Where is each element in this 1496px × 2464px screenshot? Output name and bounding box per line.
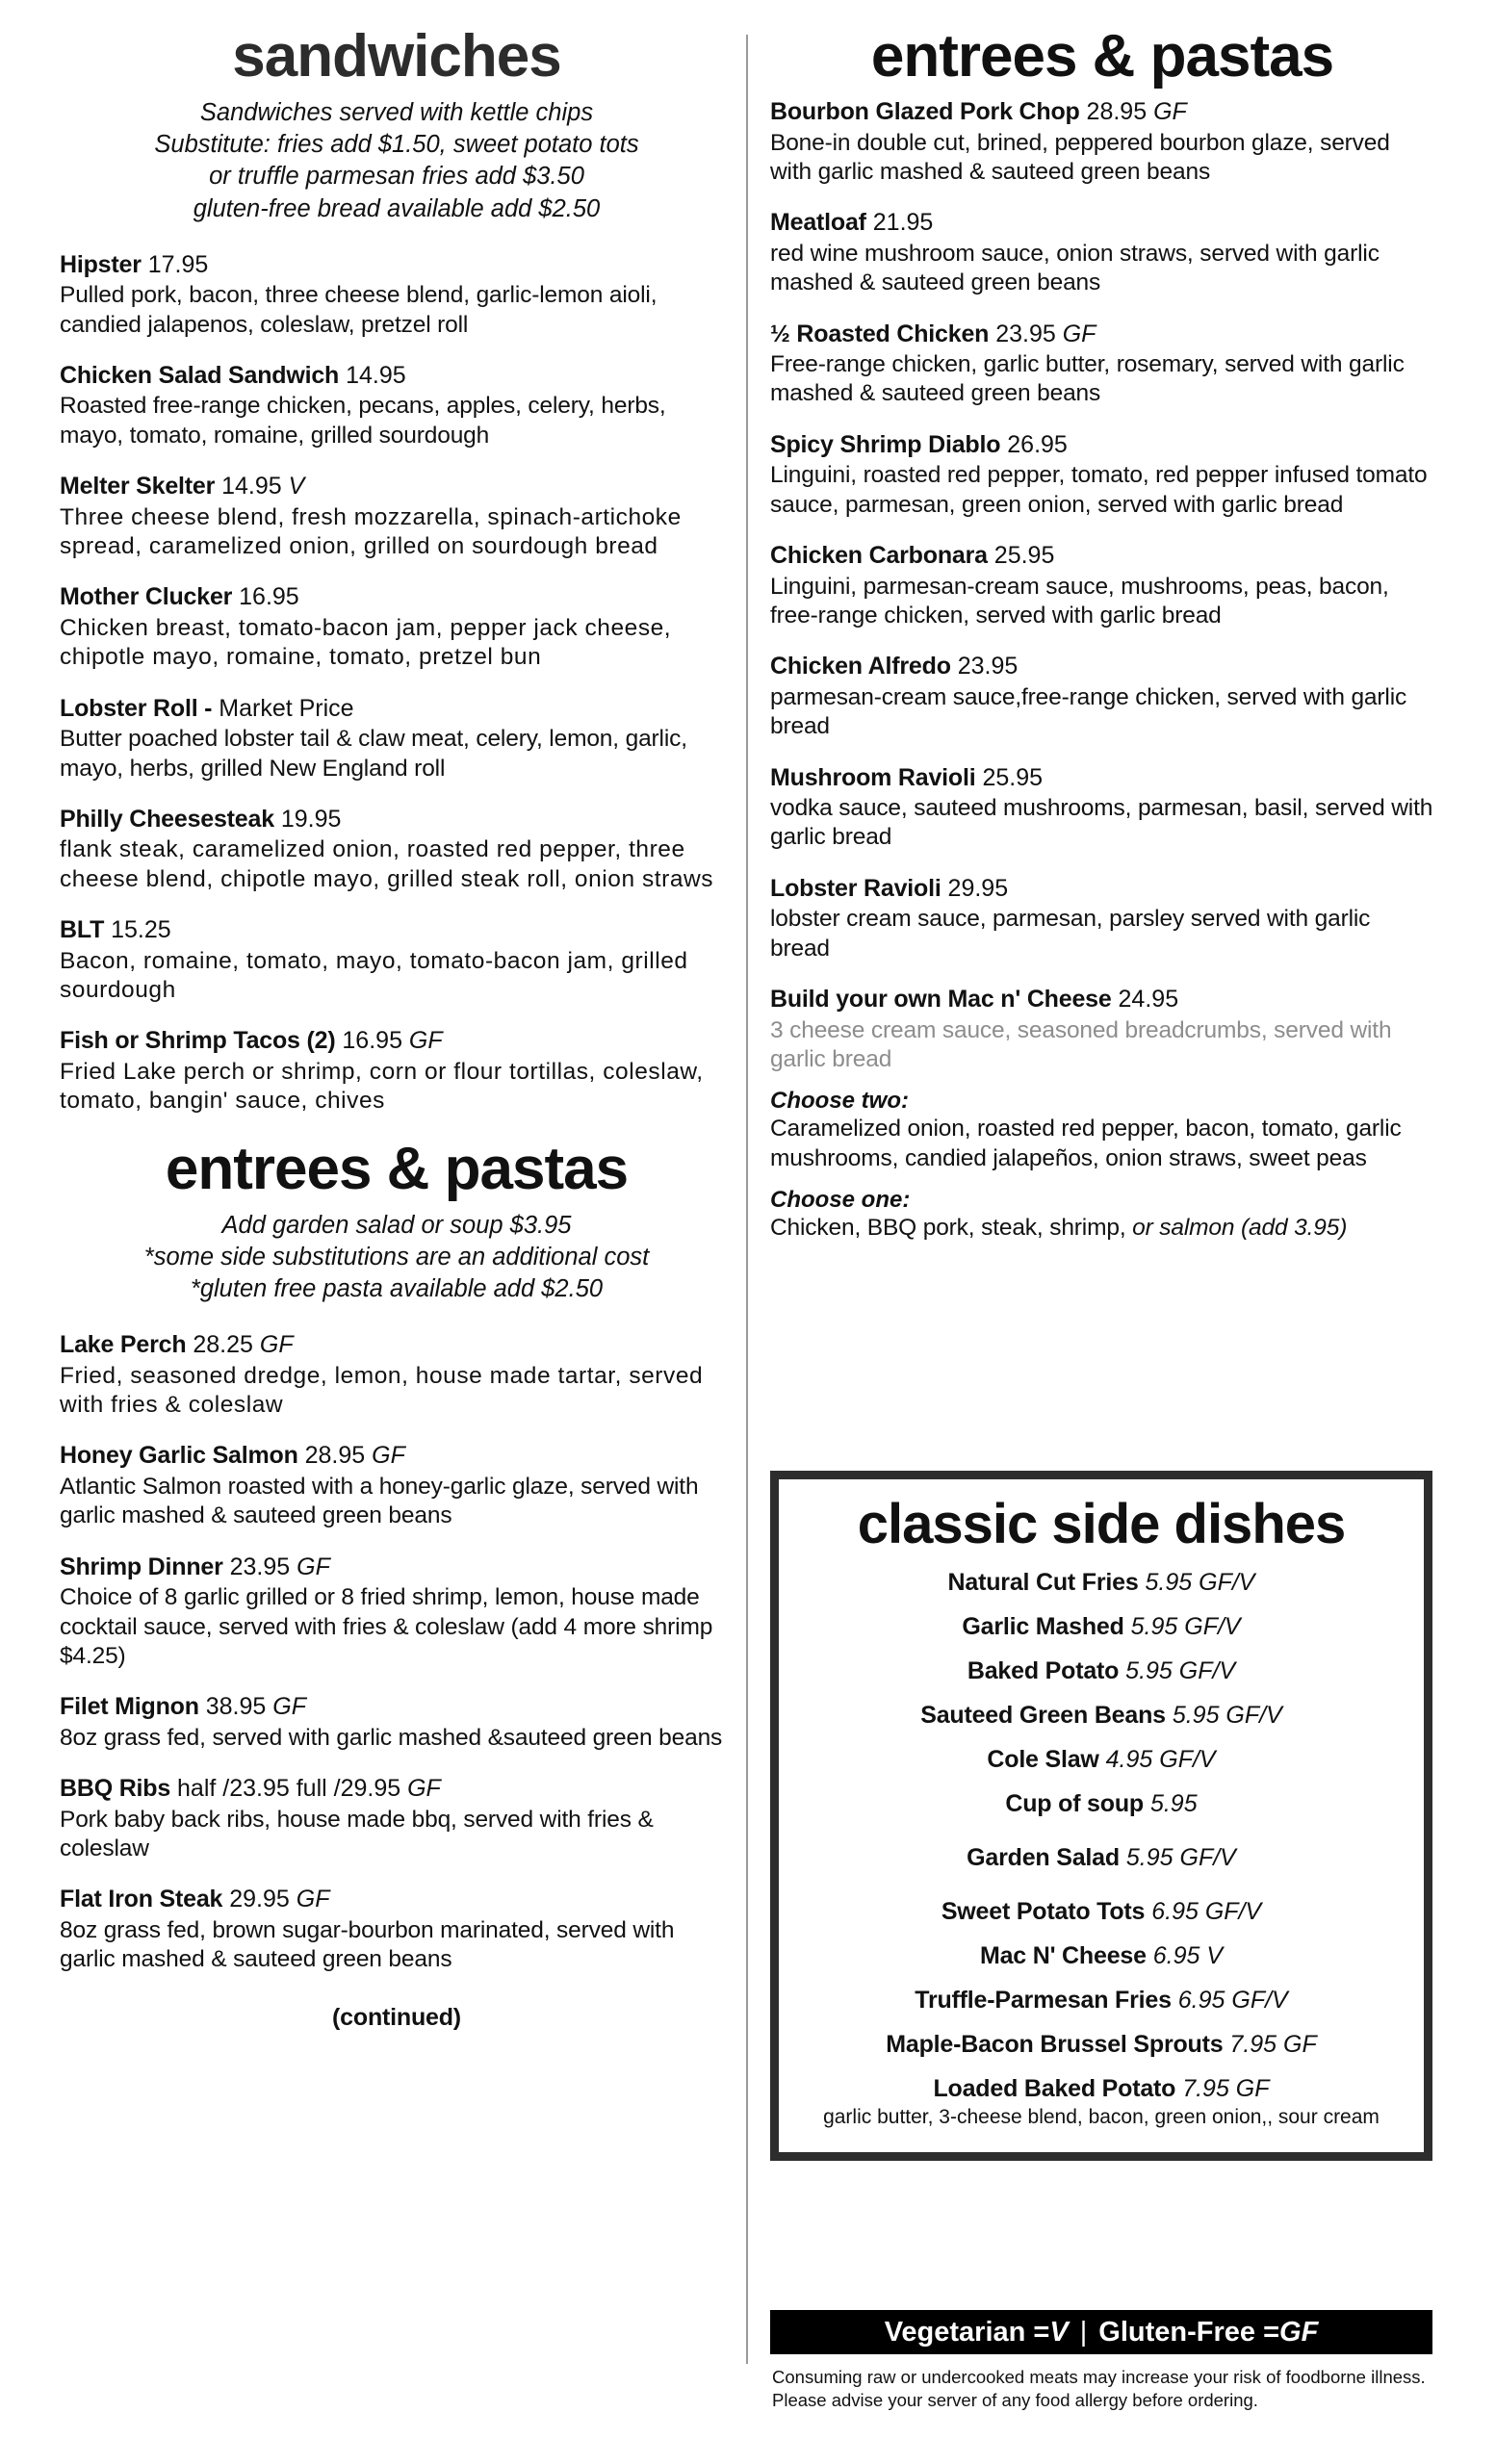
item-diet-tag: V [288, 473, 305, 500]
choose-one-italic: or salmon (add 3.95) [1132, 1215, 1348, 1242]
sandwiches-intro-line: Sandwiches served with kettle chips [199, 99, 594, 127]
item-name: Chicken Carbonara [770, 542, 988, 570]
side-item [788, 1656, 1414, 1685]
menu-item [770, 541, 1434, 630]
item-price: 23.95 [229, 1553, 291, 1580]
item-name: Flat Iron Steak [60, 1886, 223, 1913]
legend-separator: | [1079, 2316, 1088, 2348]
side-name: Baked Potato [967, 1657, 1120, 1684]
item-name: Chicken Salad Sandwich [60, 361, 340, 389]
menu-item-mac-n-cheese [770, 985, 1434, 1074]
item-name: Mother Clucker [60, 583, 233, 611]
item-description: flank steak, caramelized onion, roasted red pepper, three cheese blend, chipotle mayo, grilled steak roll, onion straws [60, 836, 714, 892]
item-price: 38.95 [205, 1693, 267, 1721]
item-price: 17.95 [147, 250, 209, 278]
item-description: Free-range chicken, garlic butter, rosemary, served with garlic mashed & sauteed green beans [770, 351, 1405, 407]
menu-item [60, 361, 734, 450]
item-name: Build your own Mac n' Cheese [770, 986, 1112, 1014]
item-description: lobster cream sauce, parmesan, parsley served with garlic bread [770, 906, 1371, 962]
item-price: 15.25 [111, 916, 171, 944]
side-price: 5.95 GF/V [1125, 1657, 1236, 1684]
side-price: 5.95 GF/V [1172, 1702, 1282, 1729]
sandwiches-intro-line: or truffle parmesan fries add $3.50 [209, 163, 584, 191]
item-description: Bone-in double cut, brined, peppered bourbon glaze, served with garlic mashed & sauteed green beans [770, 129, 1390, 185]
sides-heading: classic side dishes [857, 1493, 1346, 1555]
side-price: 5.95 [1149, 1790, 1198, 1817]
side-item [788, 2030, 1414, 2059]
item-description: Roasted free-range chicken, pecans, apples, celery, herbs, mayo, tomato, romaine, grilled sourdough [60, 393, 666, 449]
menu-item [770, 320, 1434, 409]
menu-item [60, 250, 734, 340]
diet-legend-bar [770, 2310, 1432, 2354]
menu-item [60, 582, 734, 672]
item-name: Lobster Ravioli [770, 874, 941, 902]
item-price: 23.95 [957, 653, 1019, 680]
item-price: 29.95 [947, 874, 1009, 902]
legend-gluten-symbol: GF [1279, 2316, 1319, 2348]
item-price: 21.95 [872, 209, 934, 237]
menu-item [60, 694, 734, 783]
entrees-intro-line: *some side substitutions are an additional cost [143, 1243, 650, 1270]
choose-two-label: Choose two: [770, 1088, 909, 1115]
item-diet-tag: GF [1062, 320, 1096, 347]
side-price: 4.95 GF/V [1105, 1746, 1216, 1773]
item-price: half /23.95 full /29.95 [177, 1775, 401, 1803]
side-item [788, 1843, 1414, 1872]
menu-item [60, 1692, 734, 1753]
item-description: red wine mushroom sauce, onion straws, served with garlic mashed & sauteed green beans [770, 240, 1380, 296]
side-price: 6.95 GF/V [1151, 1898, 1262, 1925]
item-description: Linguini, parmesan-cream sauce, mushrooms, peas, bacon, free-range chicken, served with garlic bread [770, 573, 1389, 629]
sandwiches-intro-line: Substitute: fries add $1.50, sweet potato tots [154, 131, 639, 159]
legend-vegetarian-label: Vegetarian = [884, 2316, 1050, 2348]
item-name: Honey Garlic Salmon [60, 1442, 298, 1470]
item-name: Shrimp Dinner [60, 1553, 223, 1580]
side-name: Garden Salad [967, 1844, 1120, 1871]
side-price: 5.95 GF/V [1145, 1569, 1255, 1596]
side-description: garlic butter, 3-cheese blend, bacon, green onion,, sour cream [823, 2106, 1380, 2128]
item-description: Fried, seasoned dredge, lemon, house made tartar, served with fries & coleslaw [60, 1362, 704, 1419]
item-description: Linguini, roasted red pepper, tomato, red pepper infused tomato sauce, parmesan, green onion, served with garlic bread [770, 462, 1428, 518]
item-price: 19.95 [280, 805, 342, 833]
side-item [788, 1701, 1414, 1730]
item-diet-tag: GF [259, 1331, 294, 1359]
side-price: 5.95 GF/V [1130, 1613, 1241, 1640]
side-name: Truffle-Parmesan Fries [915, 1987, 1172, 2014]
choose-one-label: Choose one: [770, 1187, 911, 1214]
side-name: Natural Cut Fries [947, 1569, 1139, 1596]
item-name: Fish or Shrimp Tacos (2) [60, 1027, 336, 1055]
item-price: 29.95 [229, 1886, 290, 1913]
menu-item [60, 805, 734, 894]
item-description: Bacon, romaine, tomato, mayo, tomato-bacon jam, grilled sourdough [60, 947, 688, 1004]
item-price: 25.95 [993, 542, 1055, 570]
food-safety-disclaimer: Consuming raw or undercooked meats may increase your risk of foodborne illness. Please advise your server of any food allergy before ordering. [772, 2367, 1426, 2411]
item-description: Fried Lake perch or shrimp, corn or flour tortillas, coleslaw, tomato, bangin' sauce, chives [60, 1058, 704, 1115]
side-name: Loaded Baked Potato [933, 2075, 1176, 2102]
item-description: Three cheese blend, fresh mozzarella, spinach-artichoke spread, caramelized onion, grilled on sourdough bread [60, 503, 682, 560]
menu-item [770, 208, 1434, 297]
side-name: Sweet Potato Tots [941, 1898, 1146, 1925]
menu-item [60, 1553, 734, 1672]
sandwiches-heading: sandwiches [232, 23, 561, 90]
item-price: 25.95 [982, 763, 1044, 791]
entrees-intro-line: Add garden salad or soup $3.95 [221, 1211, 572, 1239]
mac-choose-one-block [770, 1187, 1434, 1243]
item-name: Mushroom Ravioli [770, 763, 976, 791]
item-diet-tag: GF [272, 1693, 306, 1721]
menu-item [770, 652, 1434, 741]
side-item [788, 1789, 1414, 1818]
column-divider [746, 35, 748, 2364]
menu-item [60, 472, 734, 561]
item-name: Meatloaf [770, 209, 866, 237]
sandwiches-intro-line: gluten-free bread available add $2.50 [193, 194, 601, 222]
item-name: ½ Roasted Chicken [770, 320, 990, 347]
item-diet-tag: GF [407, 1775, 441, 1803]
side-price: 7.95 GF [1182, 2075, 1270, 2102]
item-price: 28.25 [193, 1331, 253, 1359]
item-price: 26.95 [1007, 430, 1068, 458]
item-name: Lake Perch [60, 1331, 187, 1359]
menu-item [60, 1026, 734, 1116]
item-description: Atlantic Salmon roasted with a honey-garlic glaze, served with garlic mashed & sauteed green beans [60, 1473, 699, 1529]
menu-item [770, 430, 1434, 520]
left-column [60, 25, 734, 2032]
menu-item [770, 97, 1434, 187]
item-description: Butter poached lobster tail & claw meat, celery, lemon, garlic, mayo, herbs, grilled New England roll [60, 726, 687, 782]
item-price: 24.95 [1118, 986, 1179, 1014]
item-description: 8oz grass fed, brown sugar-bourbon marinated, served with garlic mashed & sauteed green beans [60, 1916, 675, 1973]
item-name: Filet Mignon [60, 1693, 199, 1721]
menu-item [60, 1774, 734, 1863]
item-name: Hipster [60, 250, 142, 278]
side-price: 6.95 V [1152, 1942, 1224, 1969]
entrees-intro [60, 1210, 734, 1305]
menu-item [60, 1330, 734, 1420]
entrees-intro-line: *gluten free pasta available add $2.50 [190, 1275, 604, 1303]
side-name: Mac N' Cheese [979, 1942, 1147, 1969]
menu-item [770, 763, 1434, 853]
item-name: Chicken Alfredo [770, 653, 951, 680]
item-price: 14.95 [346, 361, 406, 389]
item-description: Chicken breast, tomato-bacon jam, pepper jack cheese, chipotle mayo, romaine, tomato, pretzel bun [60, 614, 672, 671]
item-price: 28.95 [1086, 98, 1148, 126]
menu-item [60, 1441, 734, 1530]
side-item [788, 1745, 1414, 1774]
legend-vegetarian-symbol: V [1049, 2316, 1069, 2348]
item-name: Philly Cheesesteak [60, 805, 274, 833]
item-price: 23.95 [995, 320, 1056, 347]
mac-choose-two-block [770, 1088, 1434, 1173]
entrees-heading-right: entrees & pastas [870, 23, 1334, 90]
item-name: Spicy Shrimp Diablo [770, 430, 1001, 458]
menu-item [60, 915, 734, 1005]
item-description: Pulled pork, bacon, three cheese blend, garlic-lemon aioli, candied jalapenos, coleslaw, pretzel roll [60, 282, 658, 338]
side-name: Sauteed Green Beans [920, 1702, 1166, 1729]
side-item [788, 1612, 1414, 1641]
item-description: vodka sauce, sauteed mushrooms, parmesan, basil, served with garlic bread [770, 795, 1433, 851]
choose-one-options [770, 1214, 1434, 1243]
entrees-heading-left: entrees & pastas [165, 1135, 629, 1202]
menu-item [60, 1885, 734, 1974]
side-item [788, 1986, 1414, 2015]
side-price: 7.95 GF [1229, 2031, 1317, 2058]
side-name: Maple-Bacon Brussel Sprouts [886, 2031, 1224, 2058]
item-name: Bourbon Glazed Pork Chop [770, 98, 1080, 126]
item-price: 28.95 [304, 1442, 366, 1470]
right-column [770, 25, 1434, 1243]
item-name: Melter Skelter [60, 473, 216, 500]
item-price: 16.95 [342, 1027, 402, 1055]
item-diet-tag: GF [408, 1027, 443, 1055]
item-price: Market Price [219, 694, 354, 722]
item-description: parmesan-cream sauce,free-range chicken, served with garlic bread [770, 683, 1407, 740]
item-description: 8oz grass fed, served with garlic mashed &sauteed green beans [60, 1724, 723, 1751]
item-name: BBQ Ribs [60, 1775, 171, 1803]
side-item [788, 2074, 1414, 2129]
item-diet-tag: GF [1153, 98, 1187, 126]
side-name: Cup of soup [1005, 1790, 1144, 1817]
item-name: BLT [60, 916, 105, 944]
side-price: 6.95 GF/V [1177, 1987, 1288, 2014]
side-name: Cole Slaw [987, 1746, 1099, 1773]
side-item [788, 1568, 1414, 1597]
item-diet-tag: GF [297, 1553, 330, 1580]
item-description: Pork baby back ribs, house made bbq, served with fries & coleslaw [60, 1806, 654, 1862]
continued-label: (continued) [332, 2003, 461, 2031]
side-item [788, 1897, 1414, 1926]
legend-gluten-label: Gluten-Free = [1098, 2316, 1280, 2348]
classic-side-dishes-box [770, 1471, 1432, 2161]
side-price: 5.95 GF/V [1125, 1844, 1236, 1871]
item-name: Lobster Roll - [60, 694, 213, 722]
side-name: Garlic Mashed [962, 1613, 1124, 1640]
choose-two-options: Caramelized onion, roasted red pepper, bacon, tomato, garlic mushrooms, candied jalapeños, onion straws, sweet peas [770, 1116, 1402, 1171]
item-diet-tag: GF [296, 1886, 330, 1913]
item-price: 16.95 [239, 583, 299, 611]
item-diet-tag: GF [372, 1442, 405, 1470]
choose-one-plain: Chicken, BBQ pork, steak, shrimp, [770, 1215, 1133, 1242]
item-description: 3 cheese cream sauce, seasoned breadcrumbs, served with garlic bread [770, 1016, 1392, 1072]
menu-item [770, 874, 1434, 963]
item-price: 14.95 [221, 473, 282, 500]
sandwiches-intro [60, 97, 734, 225]
side-item [788, 1941, 1414, 1970]
item-description: Choice of 8 garlic grilled or 8 fried shrimp, lemon, house made cocktail sauce, served with fries & coleslaw (add 4 more shrimp $4.25) [60, 1584, 713, 1669]
